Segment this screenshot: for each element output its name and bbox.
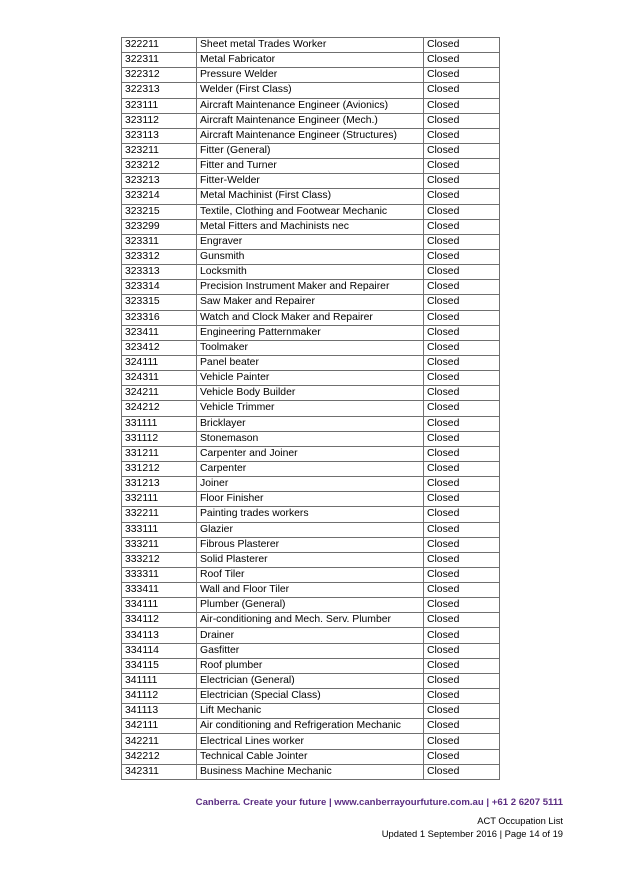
occupation-status: Closed	[424, 68, 500, 83]
occupation-title: Vehicle Trimmer	[197, 401, 424, 416]
occupation-code: 323215	[122, 204, 197, 219]
occupation-status: Closed	[424, 143, 500, 158]
table-row	[122, 280, 500, 295]
occupation-table-body	[122, 38, 500, 780]
occupation-status: Closed	[424, 416, 500, 431]
occupation-table	[121, 37, 500, 780]
occupation-code: 334112	[122, 613, 197, 628]
occupation-code: 323111	[122, 98, 197, 113]
occupation-status: Closed	[424, 658, 500, 673]
table-row	[122, 249, 500, 264]
occupation-code: 323211	[122, 143, 197, 158]
occupation-title: Electrical Lines worker	[197, 734, 424, 749]
table-row	[122, 477, 500, 492]
table-row	[122, 219, 500, 234]
table-row	[122, 431, 500, 446]
table-row	[122, 204, 500, 219]
table-row	[122, 113, 500, 128]
occupation-title: Gasfitter	[197, 643, 424, 658]
occupation-title: Joiner	[197, 477, 424, 492]
occupation-title: Pressure Welder	[197, 68, 424, 83]
occupation-code: 323299	[122, 219, 197, 234]
occupation-title: Toolmaker	[197, 340, 424, 355]
occupation-status: Closed	[424, 310, 500, 325]
occupation-status: Closed	[424, 673, 500, 688]
occupation-status: Closed	[424, 749, 500, 764]
occupation-status: Closed	[424, 38, 500, 53]
table-row	[122, 159, 500, 174]
occupation-status: Closed	[424, 98, 500, 113]
occupation-code: 323316	[122, 310, 197, 325]
occupation-status: Closed	[424, 234, 500, 249]
occupation-title: Textile, Clothing and Footwear Mechanic	[197, 204, 424, 219]
occupation-code: 323313	[122, 265, 197, 280]
table-row	[122, 38, 500, 53]
occupation-status: Closed	[424, 719, 500, 734]
occupation-title: Plumber (General)	[197, 598, 424, 613]
occupation-title: Lift Mechanic	[197, 704, 424, 719]
occupation-code: 331112	[122, 431, 197, 446]
occupation-code: 332211	[122, 507, 197, 522]
occupation-title: Glazier	[197, 522, 424, 537]
table-row	[122, 371, 500, 386]
occupation-status: Closed	[424, 401, 500, 416]
occupation-code: 334113	[122, 628, 197, 643]
table-row	[122, 749, 500, 764]
occupation-title: Sheet metal Trades Worker	[197, 38, 424, 53]
table-row	[122, 53, 500, 68]
occupation-code: 324211	[122, 386, 197, 401]
occupation-code: 331211	[122, 446, 197, 461]
occupation-status: Closed	[424, 643, 500, 658]
footer-brand-line: Canberra. Create your future | www.canberrayourfuture.com.au | +61 2 6207 5111	[195, 797, 563, 808]
occupation-status: Closed	[424, 583, 500, 598]
occupation-title: Metal Fabricator	[197, 53, 424, 68]
occupation-status: Closed	[424, 628, 500, 643]
occupation-status: Closed	[424, 265, 500, 280]
occupation-code: 323412	[122, 340, 197, 355]
table-row	[122, 295, 500, 310]
occupation-status: Closed	[424, 431, 500, 446]
occupation-title: Vehicle Body Builder	[197, 386, 424, 401]
table-row	[122, 704, 500, 719]
occupation-title: Air-conditioning and Mech. Serv. Plumber	[197, 613, 424, 628]
table-row	[122, 689, 500, 704]
occupation-code: 323113	[122, 128, 197, 143]
occupation-status: Closed	[424, 461, 500, 476]
occupation-title: Aircraft Maintenance Engineer (Mech.)	[197, 113, 424, 128]
table-row	[122, 583, 500, 598]
occupation-status: Closed	[424, 734, 500, 749]
occupation-title: Painting trades workers	[197, 507, 424, 522]
occupation-title: Carpenter and Joiner	[197, 446, 424, 461]
occupation-title: Roof Tiler	[197, 567, 424, 582]
occupation-title: Welder (First Class)	[197, 83, 424, 98]
occupation-title: Fitter and Turner	[197, 159, 424, 174]
occupation-status: Closed	[424, 249, 500, 264]
table-row	[122, 98, 500, 113]
occupation-code: 331212	[122, 461, 197, 476]
occupation-status: Closed	[424, 204, 500, 219]
occupation-status: Closed	[424, 371, 500, 386]
occupation-code: 331213	[122, 477, 197, 492]
table-row	[122, 673, 500, 688]
occupation-code: 323314	[122, 280, 197, 295]
occupation-code: 341113	[122, 704, 197, 719]
table-row	[122, 461, 500, 476]
occupation-status: Closed	[424, 113, 500, 128]
table-row	[122, 507, 500, 522]
table-row	[122, 613, 500, 628]
occupation-status: Closed	[424, 764, 500, 779]
occupation-status: Closed	[424, 537, 500, 552]
occupation-code: 333411	[122, 583, 197, 598]
table-row	[122, 310, 500, 325]
occupation-status: Closed	[424, 689, 500, 704]
occupation-status: Closed	[424, 295, 500, 310]
table-row	[122, 552, 500, 567]
table-row	[122, 325, 500, 340]
occupation-title: Vehicle Painter	[197, 371, 424, 386]
occupation-status: Closed	[424, 280, 500, 295]
occupation-status: Closed	[424, 83, 500, 98]
occupation-code: 341111	[122, 673, 197, 688]
occupation-status: Closed	[424, 613, 500, 628]
table-row	[122, 68, 500, 83]
occupation-code: 332111	[122, 492, 197, 507]
occupation-title: Air conditioning and Refrigeration Mechanic	[197, 719, 424, 734]
occupation-code: 323214	[122, 189, 197, 204]
occupation-title: Carpenter	[197, 461, 424, 476]
occupation-title: Bricklayer	[197, 416, 424, 431]
table-row	[122, 340, 500, 355]
table-row	[122, 719, 500, 734]
occupation-title: Technical Cable Jointer	[197, 749, 424, 764]
table-row	[122, 174, 500, 189]
table-row	[122, 401, 500, 416]
occupation-status: Closed	[424, 128, 500, 143]
occupation-code: 322312	[122, 68, 197, 83]
occupation-code: 342111	[122, 719, 197, 734]
occupation-code: 324311	[122, 371, 197, 386]
occupation-title: Metal Machinist (First Class)	[197, 189, 424, 204]
occupation-title: Locksmith	[197, 265, 424, 280]
occupation-status: Closed	[424, 219, 500, 234]
table-row	[122, 567, 500, 582]
occupation-code: 342212	[122, 749, 197, 764]
occupation-code: 333211	[122, 537, 197, 552]
occupation-code: 323315	[122, 295, 197, 310]
occupation-title: Engineering Patternmaker	[197, 325, 424, 340]
occupation-code: 323112	[122, 113, 197, 128]
occupation-title: Solid Plasterer	[197, 552, 424, 567]
occupation-status: Closed	[424, 477, 500, 492]
occupation-code: 333111	[122, 522, 197, 537]
table-row	[122, 416, 500, 431]
table-row	[122, 764, 500, 779]
occupation-title: Watch and Clock Maker and Repairer	[197, 310, 424, 325]
occupation-title: Stonemason	[197, 431, 424, 446]
occupation-code: 324212	[122, 401, 197, 416]
table-row	[122, 234, 500, 249]
occupation-title: Panel beater	[197, 355, 424, 370]
occupation-code: 334115	[122, 658, 197, 673]
footer-updated-page: Updated 1 September 2016 | Page 14 of 19	[381, 828, 563, 839]
occupation-code: 342311	[122, 764, 197, 779]
occupation-status: Closed	[424, 492, 500, 507]
occupation-status: Closed	[424, 189, 500, 204]
occupation-code: 342211	[122, 734, 197, 749]
occupation-title: Fitter (General)	[197, 143, 424, 158]
occupation-title: Electrician (General)	[197, 673, 424, 688]
occupation-status: Closed	[424, 386, 500, 401]
occupation-code: 322211	[122, 38, 197, 53]
occupation-title: Business Machine Mechanic	[197, 764, 424, 779]
occupation-code: 331111	[122, 416, 197, 431]
occupation-title: Gunsmith	[197, 249, 424, 264]
occupation-title: Aircraft Maintenance Engineer (Structures)	[197, 128, 424, 143]
occupation-title: Metal Fitters and Machinists nec	[197, 219, 424, 234]
occupation-title: Fitter-Welder	[197, 174, 424, 189]
table-row	[122, 355, 500, 370]
table-row	[122, 128, 500, 143]
occupation-title: Precision Instrument Maker and Repairer	[197, 280, 424, 295]
occupation-code: 323212	[122, 159, 197, 174]
table-row	[122, 83, 500, 98]
table-row	[122, 522, 500, 537]
occupation-code: 334111	[122, 598, 197, 613]
table-row	[122, 598, 500, 613]
occupation-status: Closed	[424, 53, 500, 68]
occupation-code: 323213	[122, 174, 197, 189]
table-row	[122, 492, 500, 507]
table-row	[122, 537, 500, 552]
occupation-title: Roof plumber	[197, 658, 424, 673]
occupation-code: 323311	[122, 234, 197, 249]
occupation-code: 333311	[122, 567, 197, 582]
table-row	[122, 658, 500, 673]
footer-doc-title: ACT Occupation List	[477, 815, 563, 826]
occupation-title: Engraver	[197, 234, 424, 249]
occupation-code: 322311	[122, 53, 197, 68]
occupation-title: Aircraft Maintenance Engineer (Avionics)	[197, 98, 424, 113]
occupation-code: 323312	[122, 249, 197, 264]
occupation-title: Saw Maker and Repairer	[197, 295, 424, 310]
occupation-title: Floor Finisher	[197, 492, 424, 507]
occupation-code: 333212	[122, 552, 197, 567]
occupation-code: 334114	[122, 643, 197, 658]
occupation-code: 322313	[122, 83, 197, 98]
occupation-status: Closed	[424, 598, 500, 613]
occupation-title: Fibrous Plasterer	[197, 537, 424, 552]
table-row	[122, 143, 500, 158]
occupation-title: Wall and Floor Tiler	[197, 583, 424, 598]
occupation-title: Electrician (Special Class)	[197, 689, 424, 704]
occupation-code: 341112	[122, 689, 197, 704]
occupation-status: Closed	[424, 567, 500, 582]
table-row	[122, 386, 500, 401]
occupation-status: Closed	[424, 704, 500, 719]
table-row	[122, 628, 500, 643]
table-row	[122, 446, 500, 461]
table-row	[122, 643, 500, 658]
table-row	[122, 265, 500, 280]
occupation-title: Drainer	[197, 628, 424, 643]
occupation-status: Closed	[424, 159, 500, 174]
occupation-status: Closed	[424, 174, 500, 189]
occupation-status: Closed	[424, 507, 500, 522]
occupation-code: 323411	[122, 325, 197, 340]
occupation-status: Closed	[424, 325, 500, 340]
table-row	[122, 734, 500, 749]
occupation-status: Closed	[424, 340, 500, 355]
table-row	[122, 189, 500, 204]
occupation-status: Closed	[424, 446, 500, 461]
occupation-code: 324111	[122, 355, 197, 370]
occupation-status: Closed	[424, 522, 500, 537]
occupation-status: Closed	[424, 552, 500, 567]
occupation-status: Closed	[424, 355, 500, 370]
